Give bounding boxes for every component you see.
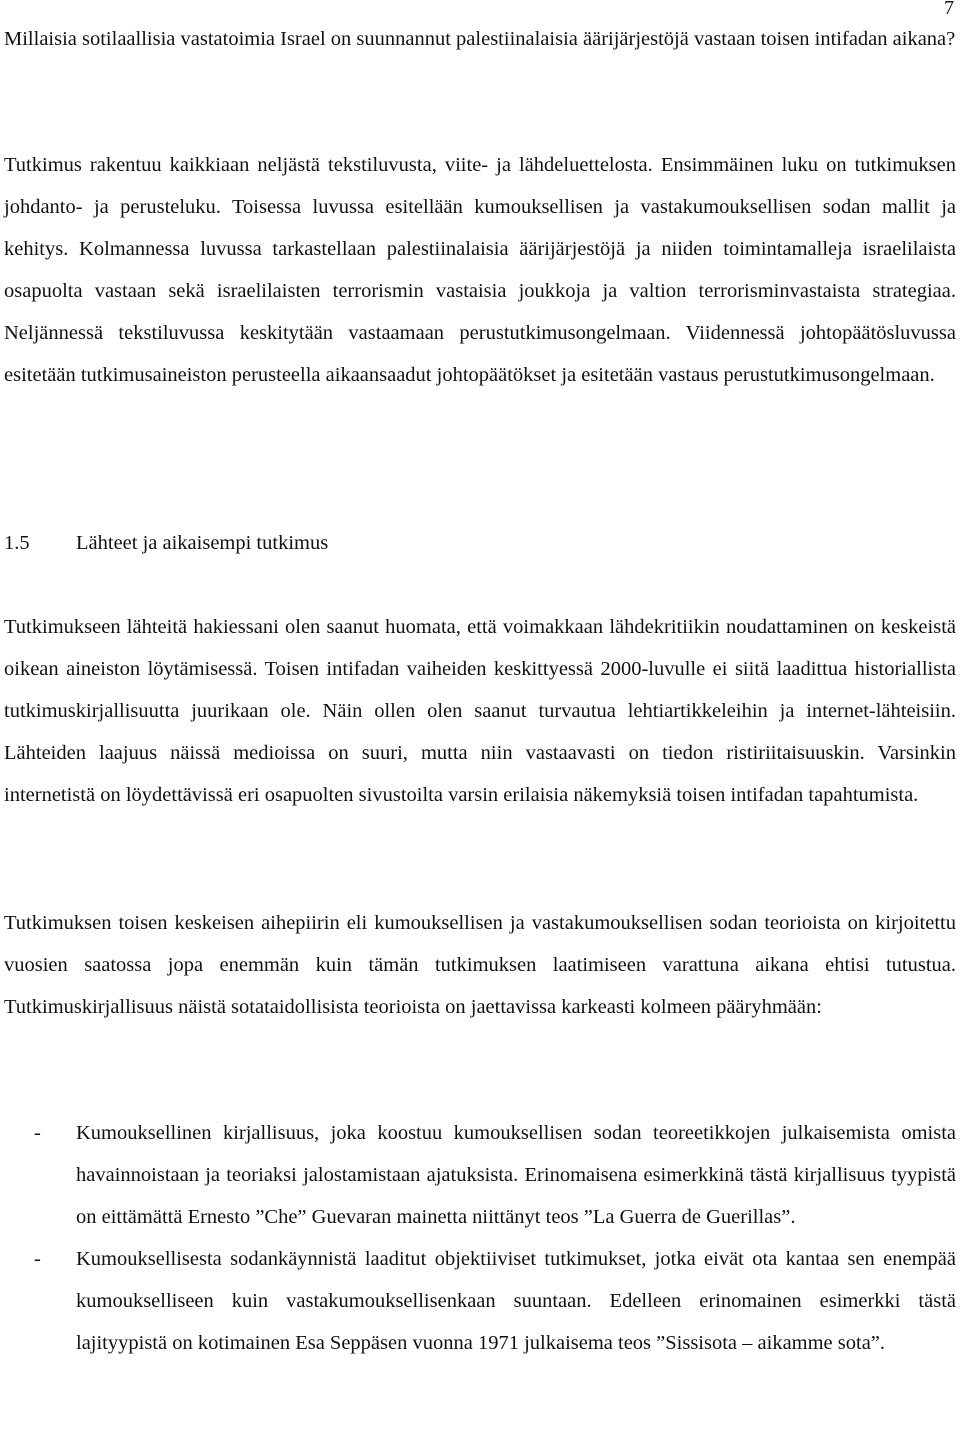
- structure-paragraph: Tutkimus rakentuu kaikkiaan neljästä tekstiluvusta, viite- ja lähdeluettelosta. Ensimmäinen luku on tutkimuksen johdanto- ja perusteluku. Toisessa luvussa esitellään kumouksellisen ja vastakumouksellisen sodan mallit ja kehitys. Kolmannessa luvussa tarkastellaan palestiinalaisia äärijärjestöjä ja niiden toimintamalleja israelilaista osapuolta vastaan sekä israelilaisten terrorismin vastaisia joukkoja ja valtion terrorisminvastaista strategiaa. Neljännessä tekstiluvussa keskitytään vastaamaan perustutkimusongelmaan. Viidennessä johtopäätösluvussa esitetään tutkimusaineiston perusteella aikaansaadut johtopäätökset ja esitetään vastaus perustutkimusongelmaan.: [4, 154, 956, 386]
- section-number: 1.5: [4, 532, 30, 554]
- section-heading: [4, 522, 328, 564]
- sources-paragraph: Tutkimukseen lähteitä hakiessani olen saanut huomata, että voimakkaan lähdekritiikin noudattaminen on keskeistä oikean aineiston löytämisessä. Toisen intifadan vaiheiden keskittyessä 2000-luvulle ei siitä laadittua historiallista tutkimuskirjallisuutta juurikaan ole. Näin ollen olen saanut turvautua lehtiartikkeleihin ja internet-lähteisiin. Lähteiden laajuus näissä medioissa on suuri, mutta niin vastaavasti on tiedon ristiriitaisuuskin. Varsinkin internetistä on löydettävissä eri osapuolten sivustoilta varsin erilaisia näkemyksiä toisen intifadan tapahtumista.: [4, 616, 956, 806]
- page-number: 7: [944, 0, 954, 19]
- list-item-text: Kumouksellisesta sodankäynnistä laaditut objektiiviset tutkimukset, jotka eivät ota kantaa sen enempää kumoukselliseen kuin vastakumouksellisenkaan suuntaan. Edelleen erinomainen esimerkki tästä lajityypistä on kotimainen Esa Seppäsen vuonna 1971 julkaisema teos ”Sissisota – aikamme sota”.: [76, 1248, 956, 1354]
- list-item: [4, 1238, 956, 1364]
- literature-paragraph: Tutkimuksen toisen keskeisen aihepiirin eli kumouksellisen ja vastakumouksellisen sodan teorioista on kirjoitettu vuosien saatossa jopa enemmän kuin tämän tutkimuksen laatimiseen varattuna aikana ehtisi tutustua. Tutkimuskirjallisuus näistä sotataidollisista teorioista on jaettavissa karkeasti kolmeen pääryhmään:: [4, 912, 956, 1018]
- list-bullet: -: [34, 1248, 41, 1270]
- section-title: Lähteet ja aikaisempi tutkimus: [76, 532, 329, 554]
- research-question-paragraph: Millaisia sotilaallisia vastatoimia Israel on suunnannut palestiinalaisia äärijärjestöjä vastaan toisen intifadan aikana?: [4, 28, 956, 50]
- literature-groups-list: [4, 1112, 956, 1364]
- list-item-text: Kumouksellinen kirjallisuus, joka koostuu kumouksellisen sodan teoreetikkojen julkaisemista omista havainnoistaan ja teoriaksi jalostamistaan ajatuksista. Erinomaisena esimerkkinä tästä kirjallisuus tyypistä on eittämättä Ernesto ”Che” Guevaran mainetta niittänyt teos ”La Guerra de Guerillas”.: [76, 1122, 956, 1228]
- list-bullet: -: [34, 1122, 41, 1144]
- list-item: [4, 1112, 956, 1238]
